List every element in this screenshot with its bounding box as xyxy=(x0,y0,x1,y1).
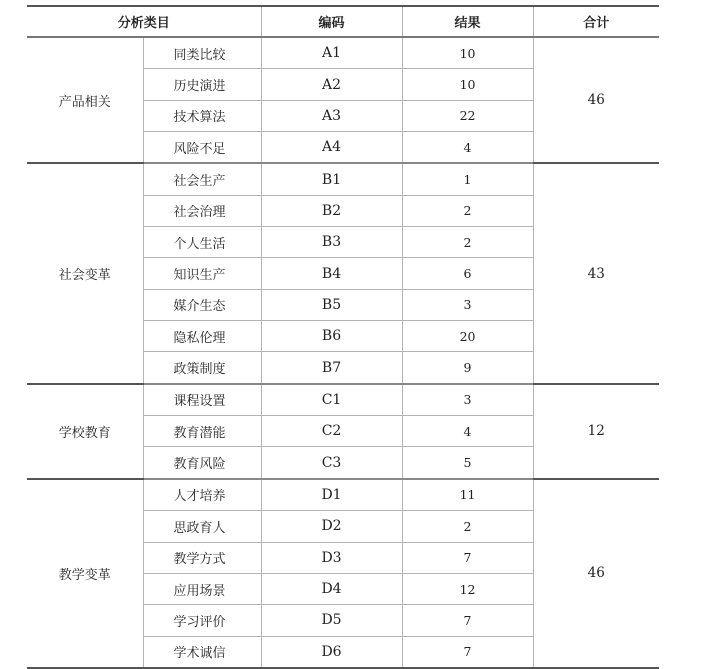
total-cell: 43 xyxy=(533,163,659,383)
code-cell: D2 xyxy=(261,511,402,542)
subcategory-cell: 应用场景 xyxy=(143,573,261,604)
code-cell: B4 xyxy=(261,258,402,289)
code-cell: D6 xyxy=(261,636,402,668)
header-total: 合计 xyxy=(533,6,659,37)
code-cell: A1 xyxy=(261,37,402,69)
code-cell: B7 xyxy=(261,352,402,384)
subcategory-cell: 学术诚信 xyxy=(143,636,261,668)
result-cell: 6 xyxy=(402,258,533,289)
subcategory-cell: 人才培养 xyxy=(143,479,261,511)
result-cell: 9 xyxy=(402,352,533,384)
code-cell: B1 xyxy=(261,163,402,195)
result-cell: 11 xyxy=(402,479,533,511)
code-cell: B2 xyxy=(261,195,402,226)
result-cell: 10 xyxy=(402,69,533,100)
result-cell: 2 xyxy=(402,227,533,258)
subcategory-cell: 个人生活 xyxy=(143,227,261,258)
result-cell: 5 xyxy=(402,447,533,479)
table-row xyxy=(27,384,659,416)
result-cell: 4 xyxy=(402,416,533,447)
header-code: 编码 xyxy=(261,6,402,37)
result-cell: 22 xyxy=(402,100,533,131)
result-cell: 7 xyxy=(402,636,533,668)
total-cell: 46 xyxy=(533,479,659,668)
result-cell: 2 xyxy=(402,511,533,542)
code-cell: A3 xyxy=(261,100,402,131)
category-cell: 教学变革 xyxy=(27,479,143,668)
header-row xyxy=(27,6,659,37)
code-cell: A2 xyxy=(261,69,402,100)
total-cell: 46 xyxy=(533,37,659,163)
result-cell: 7 xyxy=(402,605,533,636)
category-cell: 产品相关 xyxy=(27,37,143,163)
code-cell: C1 xyxy=(261,384,402,416)
subcategory-cell: 社会生产 xyxy=(143,163,261,195)
result-cell: 7 xyxy=(402,542,533,573)
code-cell: C3 xyxy=(261,447,402,479)
subcategory-cell: 学习评价 xyxy=(143,605,261,636)
subcategory-cell: 课程设置 xyxy=(143,384,261,416)
subcategory-cell: 历史演进 xyxy=(143,69,261,100)
subcategory-cell: 思政育人 xyxy=(143,511,261,542)
category-cell: 社会变革 xyxy=(27,163,143,383)
header-category: 分析类目 xyxy=(27,6,261,37)
subcategory-cell: 风险不足 xyxy=(143,132,261,164)
code-cell: D3 xyxy=(261,542,402,573)
subcategory-cell: 教学方式 xyxy=(143,542,261,573)
result-cell: 10 xyxy=(402,37,533,69)
analysis-table xyxy=(27,5,659,669)
code-cell: C2 xyxy=(261,416,402,447)
code-cell: D5 xyxy=(261,605,402,636)
code-cell: B6 xyxy=(261,321,402,352)
total-cell: 12 xyxy=(533,384,659,479)
table-body xyxy=(27,37,659,668)
subcategory-cell: 媒介生态 xyxy=(143,289,261,320)
subcategory-cell: 技术算法 xyxy=(143,100,261,131)
result-cell: 3 xyxy=(402,289,533,320)
code-cell: B3 xyxy=(261,227,402,258)
subcategory-cell: 同类比较 xyxy=(143,37,261,69)
subcategory-cell: 教育风险 xyxy=(143,447,261,479)
result-cell: 3 xyxy=(402,384,533,416)
subcategory-cell: 教育潜能 xyxy=(143,416,261,447)
subcategory-cell: 政策制度 xyxy=(143,352,261,384)
result-cell: 12 xyxy=(402,573,533,604)
subcategory-cell: 社会治理 xyxy=(143,195,261,226)
result-cell: 4 xyxy=(402,132,533,164)
table-row xyxy=(27,37,659,69)
result-cell: 20 xyxy=(402,321,533,352)
code-cell: B5 xyxy=(261,289,402,320)
result-cell: 1 xyxy=(402,163,533,195)
table-row xyxy=(27,163,659,195)
category-cell: 学校教育 xyxy=(27,384,143,479)
table-row xyxy=(27,479,659,511)
result-cell: 2 xyxy=(402,195,533,226)
code-cell: D1 xyxy=(261,479,402,511)
subcategory-cell: 知识生产 xyxy=(143,258,261,289)
subcategory-cell: 隐私伦理 xyxy=(143,321,261,352)
header-result: 结果 xyxy=(402,6,533,37)
code-cell: A4 xyxy=(261,132,402,164)
code-cell: D4 xyxy=(261,573,402,604)
